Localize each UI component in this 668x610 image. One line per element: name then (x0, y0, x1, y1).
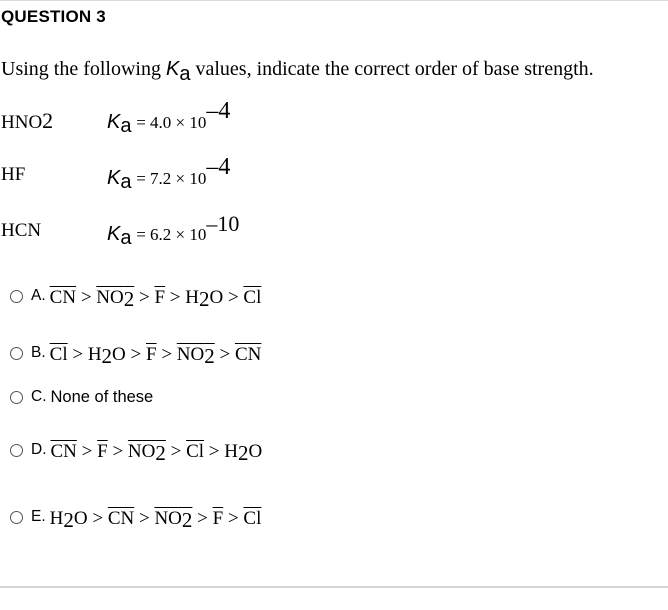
option-text: $\overline{CN} > NO2 > \overline{F} > H2O > \overline{Cl}$ (49, 286, 262, 311)
ka-value: Ka = 6.2 × 10–10 (107, 211, 240, 249)
ka-value: Ka = 4.0 × 10–4 (107, 98, 231, 137)
option-d[interactable] (10, 435, 262, 465)
option-e[interactable] (10, 502, 261, 532)
option-text: None of these (50, 387, 154, 406)
option-text: $H2O > \overline{CN} > NO2 > \overline{F} > \overline{Cl}$ (49, 507, 262, 532)
acid-name: HF (1, 164, 26, 185)
ka-value: Ka = 7.2 × 10–4 (107, 154, 231, 193)
option-c[interactable] (10, 382, 153, 412)
option-b[interactable] (10, 338, 261, 368)
option-letter: D. (31, 441, 47, 458)
option-text: $\overline{Cl} > H2O > \overline{F} > NO2 > \overline{CN}$ (49, 343, 262, 368)
radio-button[interactable] (10, 511, 23, 524)
option-letter: C. (31, 388, 47, 405)
acid-name: HCN (1, 220, 42, 241)
ka-symbol: Ka (166, 58, 191, 85)
option-letter: A. (31, 287, 46, 304)
prompt-after: values, indicate the correct order of base strength. (195, 58, 594, 80)
question-title: QUESTION 3 (1, 7, 106, 26)
header-divider (0, 0, 668, 1)
radio-button[interactable] (10, 290, 23, 303)
radio-button[interactable] (10, 347, 23, 360)
prompt-before: Using the following (1, 58, 161, 80)
option-text: $\overline{CN} > \overline{F} > NO2 > \overline{Cl} > H2O$ (50, 440, 263, 465)
question-prompt (1, 58, 594, 85)
footer-divider (0, 586, 668, 588)
radio-button[interactable] (10, 391, 23, 404)
radio-button[interactable] (10, 444, 23, 457)
acid-name: HNO2 (1, 108, 54, 133)
option-letter: B. (31, 344, 46, 361)
option-letter: E. (31, 508, 46, 525)
option-a[interactable] (10, 281, 261, 311)
